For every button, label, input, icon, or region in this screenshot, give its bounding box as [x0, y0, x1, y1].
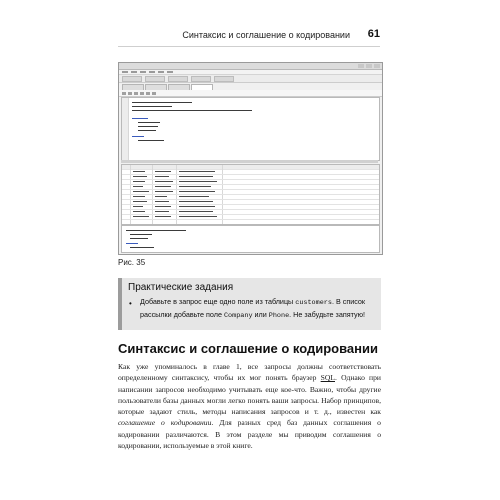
exercise-accent-bar	[118, 278, 122, 330]
window-titlebar	[119, 63, 382, 70]
minimize-icon	[358, 64, 364, 68]
code-customers: customers	[295, 299, 332, 307]
tab-strip	[119, 83, 382, 90]
coding-convention-term: соглашение о кодировании	[118, 418, 212, 428]
exercise-heading: Практические задания	[128, 282, 234, 293]
exercise-task: Добавьте в запрос еще одно поле из таблицы customers. В список рассылки добавьте поле Company или Phone. Не забудьте запятую!	[140, 297, 366, 320]
bullet-icon: •	[129, 299, 132, 308]
pane-splitter	[121, 160, 378, 163]
code-phone: Phone	[268, 312, 290, 320]
page-header	[118, 28, 380, 47]
results-grid	[121, 164, 380, 225]
close-icon	[374, 64, 380, 68]
line-gutter	[122, 98, 129, 160]
sql-editor	[121, 97, 380, 161]
code-company: Company	[223, 312, 253, 320]
sql-term: SQL	[320, 373, 335, 383]
figure-screenshot	[118, 62, 383, 255]
body-paragraph: Как уже упоминалось в главе 1, все запросы должны соответствовать определенному синтаксису, чтобы их мог понять браузер SQL. Однако при написании запросов необходимо учитывать еще кое-что. Важно, чтобы другие пользователи базы данных могли легко понять ваши запросы. Набор принципов, которые задают стиль, методы написания запросов и т. д., известен как соглашение о кодировании. Для разных сред баз данных соглашения о кодировании различаются. В этом разделе мы приводим соглашения о кодировании, используемые в этой книге.	[118, 362, 381, 451]
running-title: Синтаксис и соглашение о кодировании	[182, 30, 350, 40]
toolbar	[119, 75, 382, 83]
section-title: Синтаксис и соглашение о кодировании	[118, 341, 378, 356]
messages-pane	[121, 225, 380, 253]
query-toolbar	[119, 90, 382, 97]
maximize-icon	[366, 64, 372, 68]
figure-caption: Рис. 35	[118, 258, 146, 267]
page-number: 61	[367, 28, 380, 40]
exercise-box	[118, 278, 381, 330]
